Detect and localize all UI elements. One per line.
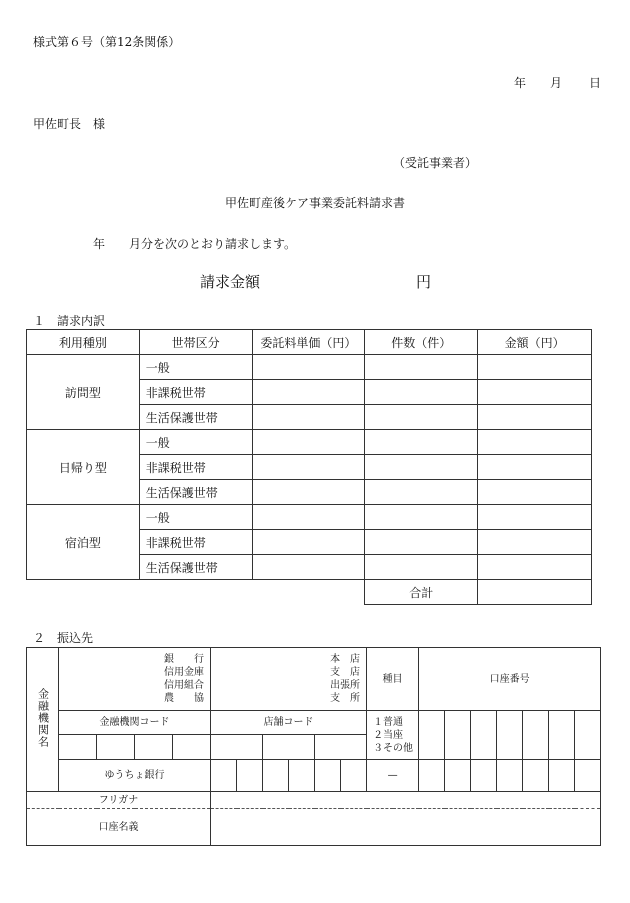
col-header: 件数（件）	[365, 330, 478, 355]
amount-cell[interactable]	[478, 405, 592, 430]
bank-code-digit[interactable]	[173, 735, 211, 760]
kind-label: 種目	[367, 648, 419, 711]
unit-price-cell[interactable]	[252, 555, 365, 580]
yucho-digit[interactable]	[471, 760, 497, 792]
branch-code-label: 店舗コード	[211, 711, 367, 735]
count-cell[interactable]	[365, 530, 478, 555]
col-header: 利用種別	[27, 330, 140, 355]
yucho-digit[interactable]	[289, 760, 315, 792]
yucho-digit[interactable]	[237, 760, 263, 792]
branch-type: 本 店	[330, 654, 361, 665]
total-amount-cell[interactable]	[478, 580, 592, 605]
kind-option: １普通	[373, 716, 404, 728]
yucho-digit[interactable]	[575, 760, 601, 792]
bank-code-label: 金融機関コード	[59, 711, 211, 735]
unit-price-cell[interactable]	[252, 430, 365, 455]
institution-label: 金融機関名	[36, 688, 50, 748]
holder-label: 口座名義	[27, 809, 211, 846]
yucho-digit[interactable]	[549, 760, 575, 792]
account-digit[interactable]	[523, 711, 549, 760]
unit-price-cell[interactable]	[252, 405, 365, 430]
household-category: 非課税世帯	[139, 380, 252, 405]
bank-type: 銀 行	[164, 654, 204, 665]
branch-type: 支 店	[330, 667, 361, 678]
unit-price-cell[interactable]	[252, 480, 365, 505]
usage-type: 訪問型	[27, 355, 140, 430]
bank-type: 信用金庫	[164, 667, 204, 678]
account-digit[interactable]	[445, 711, 471, 760]
date-month: 月	[550, 76, 563, 90]
count-cell[interactable]	[365, 380, 478, 405]
amount-cell[interactable]	[478, 555, 592, 580]
bank-type: 農 協	[164, 693, 204, 704]
count-cell[interactable]	[365, 405, 478, 430]
yucho-digit[interactable]	[341, 760, 367, 792]
household-category: 一般	[139, 430, 252, 455]
furigana-input[interactable]	[211, 792, 601, 809]
bank-code-digit[interactable]	[59, 735, 97, 760]
amount-cell[interactable]	[478, 380, 592, 405]
unit-price-cell[interactable]	[252, 505, 365, 530]
account-digit[interactable]	[419, 711, 445, 760]
branch-code-digit[interactable]	[211, 735, 263, 760]
yucho-digit[interactable]	[263, 760, 289, 792]
date-day: 日	[589, 76, 602, 90]
amount-cell[interactable]	[478, 355, 592, 380]
count-cell[interactable]	[365, 505, 478, 530]
yucho-label: ゆうちょ銀行	[59, 760, 211, 792]
unit-price-cell[interactable]	[252, 380, 365, 405]
count-cell[interactable]	[365, 355, 478, 380]
branch-code-digit[interactable]	[263, 735, 315, 760]
transfer-table	[26, 647, 601, 846]
bank-code-digit[interactable]	[97, 735, 135, 760]
yucho-dash: —	[367, 760, 419, 792]
household-category: 一般	[139, 505, 252, 530]
document-title: 甲佐町産後ケア事業委託料請求書	[225, 196, 406, 210]
col-header: 委託料単価（円）	[252, 330, 365, 355]
account-digit[interactable]	[549, 711, 575, 760]
intro-text: 月分を次のとおり請求します。	[129, 237, 297, 251]
amount-cell[interactable]	[478, 430, 592, 455]
bank-name-cell[interactable]	[59, 648, 211, 711]
kind-options[interactable]	[367, 711, 419, 760]
usage-type: 日帰り型	[27, 430, 140, 505]
intro-year: 年	[93, 237, 106, 251]
contractor-label: （受託事業者）	[393, 156, 478, 170]
furigana-label: フリガナ	[27, 792, 211, 809]
col-header: 金額（円）	[478, 330, 592, 355]
bank-type: 信用組合	[164, 680, 204, 691]
count-cell[interactable]	[365, 555, 478, 580]
amount-cell[interactable]	[478, 480, 592, 505]
breakdown-table	[26, 329, 592, 605]
account-digit[interactable]	[471, 711, 497, 760]
yucho-digit[interactable]	[315, 760, 341, 792]
account-number-label: 口座番号	[419, 648, 601, 711]
bank-code-digit[interactable]	[135, 735, 173, 760]
institution-label-cell	[27, 648, 59, 792]
household-category: 生活保護世帯	[139, 480, 252, 505]
date-year: 年	[514, 76, 527, 90]
usage-type: 宿泊型	[27, 505, 140, 580]
account-digit[interactable]	[575, 711, 601, 760]
unit-price-cell[interactable]	[252, 530, 365, 555]
yucho-digit[interactable]	[497, 760, 523, 792]
yucho-digit[interactable]	[523, 760, 549, 792]
branch-name-cell[interactable]	[211, 648, 367, 711]
col-header: 世帯区分	[139, 330, 252, 355]
household-category: 一般	[139, 355, 252, 380]
count-cell[interactable]	[365, 455, 478, 480]
branch-type: 支 所	[330, 693, 361, 704]
branch-type: 出張所	[330, 680, 361, 691]
household-category: 生活保護世帯	[139, 555, 252, 580]
count-cell[interactable]	[365, 480, 478, 505]
count-cell[interactable]	[365, 430, 478, 455]
form-number: 様式第６号（第12条関係）	[33, 35, 181, 49]
amount-cell[interactable]	[478, 530, 592, 555]
kind-option: ３その他	[373, 742, 414, 754]
amount-label: 請求金額	[200, 273, 261, 291]
holder-input[interactable]	[211, 809, 601, 846]
amount-cell[interactable]	[478, 505, 592, 530]
account-digit[interactable]	[497, 711, 523, 760]
addressee: 甲佐町長 様	[33, 117, 106, 131]
section2-heading: ２ 振込先	[33, 631, 94, 645]
section1-heading: １ 請求内訳	[33, 314, 106, 328]
branch-code-digit[interactable]	[315, 735, 367, 760]
yucho-digit[interactable]	[445, 760, 471, 792]
yucho-digit[interactable]	[211, 760, 237, 792]
total-label: 合計	[365, 580, 478, 605]
household-category: 非課税世帯	[139, 530, 252, 555]
yucho-digit[interactable]	[419, 760, 445, 792]
unit-price-cell[interactable]	[252, 455, 365, 480]
kind-option: ２当座	[373, 729, 404, 741]
household-category: 生活保護世帯	[139, 405, 252, 430]
unit-price-cell[interactable]	[252, 355, 365, 380]
amount-cell[interactable]	[478, 455, 592, 480]
amount-unit: 円	[416, 273, 432, 291]
household-category: 非課税世帯	[139, 455, 252, 480]
